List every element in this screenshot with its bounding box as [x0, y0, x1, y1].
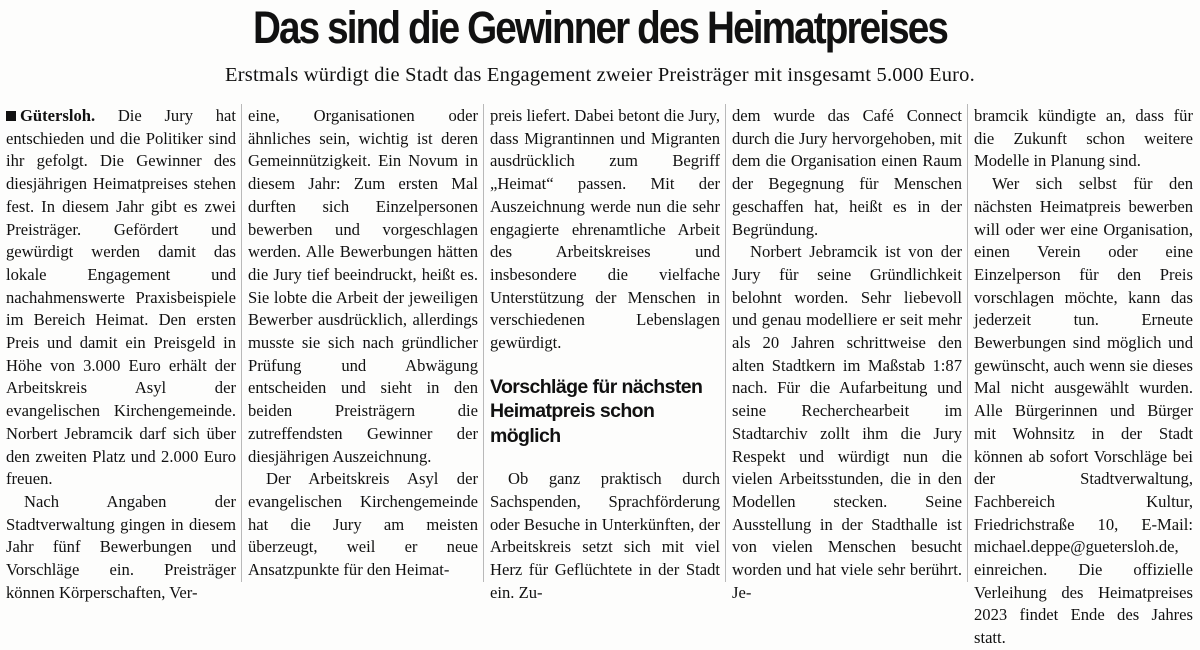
- headline: Das sind die Gewinner des Heimatpreises: [252, 2, 948, 53]
- subheadline: Erstmals würdigt die Stadt das Engagement zweier Preisträger mit insgesamt 5.000 Euro.: [225, 64, 975, 86]
- column-1: [6, 105, 236, 602]
- paragraph: Norbert Jebramcik ist von der Jury für seine Gründlichkeit belohnt worden. Sehr liebevoll und genau modelliere er seit mehr als 20 Jahren schrittweise den alten Stadtkern im Maßstab 1:87 nach. Für die Aufarbeitung und seine Recherchearbeit im Stadtarchiv zollt ihm die Jury Respekt und würdigt nun die vielen Arbeitsstunden, die in den Modellen stecken. Seine Ausstellung in der Stadthalle ist von vielen Menschen besucht worden und hat viele sehr berührt. Je-: [732, 242, 962, 602]
- paragraph: dem wurde das Café Connect durch die Jury hervorgehoben, mit dem die Organisation einen Raum der Begegnung für Menschen geschaffen hat, heißt es in der Begründung.: [732, 106, 962, 239]
- spacer: [490, 355, 720, 375]
- section-subheading: Vorschläge für nächsten Heimatpreis schon möglich: [490, 375, 703, 447]
- paragraph: Nach Angaben der Stadtverwaltung gingen in diesem Jahr fünf Bewerbungen und Vorschläge ein. Preisträger können Körperschaften, Ver-: [6, 491, 236, 602]
- column-2: [248, 105, 478, 589]
- column-divider: [967, 104, 968, 582]
- paragraph: Ob ganz praktisch durch Sachspenden, Sprachförderung oder Besuche in Unterkünften, der Arbeitskreis setzt sich mit viel Herz für Geflüchtete in der Stadt ein. Zu-: [490, 469, 720, 602]
- column-3: [490, 105, 720, 602]
- spacer: [490, 448, 720, 468]
- paragraph: bramcik kündigte an, dass für die Zukunft schon weitere Modelle in Planung sind.: [974, 106, 1193, 171]
- paragraph: [6, 105, 236, 491]
- column-divider: [725, 104, 726, 582]
- square-bullet-icon: [6, 111, 16, 121]
- column-4: [732, 105, 962, 602]
- column-5: [974, 105, 1193, 648]
- dateline: Gütersloh.: [20, 106, 96, 125]
- paragraph: Der Arbeitskreis Asyl der evangelischen Kirchengemeinde hat die Jury am meisten überzeugt, weil er neue Ansatzpunkte für den Heimat-: [248, 469, 478, 580]
- column-divider: [241, 104, 242, 582]
- paragraph: eine, Organisationen oder ähnliches sein, wichtig ist deren Gemeinnützigkeit. Ein Novum in diesem Jahr: Zum ersten Mal durften sich Einzelpersonen bewerben und vorgeschlagen werden. Alle Bewerbungen hätten die Jury tief beeindruckt, heißt es. Sie lobte die Arbeit der jeweiligen Bewerber ausdrücklich, allerdings musste sie sich nach gründlicher Prüfung und Abwägung entscheiden und sieht in den beiden Preisträgern die zutreffendsten Gewinner der diesjährigen Auszeichnung.: [248, 106, 478, 466]
- column-divider: [483, 104, 484, 582]
- paragraph: Wer sich selbst für den nächsten Heimatpreis bewerben will oder wer eine Organisation, einen Verein oder eine Einzelperson für den Preis vorschlagen möchte, kann das jederzeit tun. Erneute Bewerbungen sind möglich und gewünscht, auch wenn sie dieses Mal nicht ausgewählt wurden. Alle Bürgerinnen und Bürger mit Wohnsitz in der Stadt können ab sofort Vorschläge bei der Stadtverwaltung, Fachbereich Kultur, Friedrichstraße 10, E-Mail: michael.deppe@guetersloh.de, einreichen. Die offizielle Verleihung des Heimatpreises 2023 findet Ende des Jahres statt.: [974, 174, 1193, 648]
- paragraph-text: Die Jury hat entschieden und die Politiker sind ihr gefolgt. Die Gewinner des diesjährigen Heimatpreises stehen fest. In diesem Jahr gibt es zwei Preisträger. Gefördert und gewürdigt werden damit das lokale Engagement und nachahmenswerte Praxisbeispiele im Bereich Heimat. Den ersten Preis und damit ein Preisgeld in Höhe von 3.000 Euro erhält der Arbeitskreis Asyl der evangelischen Kirchengemeinde. Norbert Jebramcik darf sich über den zweiten Platz und 2.000 Euro freuen.: [6, 106, 236, 489]
- paragraph: preis liefert. Dabei betont die Jury, dass Migrantinnen und Migranten ausdrücklich zum Begriff „Heimat“ passen. Mit der Auszeichnung werde nun die sehr engagierte ehrenamtliche Arbeit des Arbeitskreises und insbesondere die vielfache Unterstützung der Menschen in verschiedenen Lebenslagen gewürdigt.: [490, 106, 720, 353]
